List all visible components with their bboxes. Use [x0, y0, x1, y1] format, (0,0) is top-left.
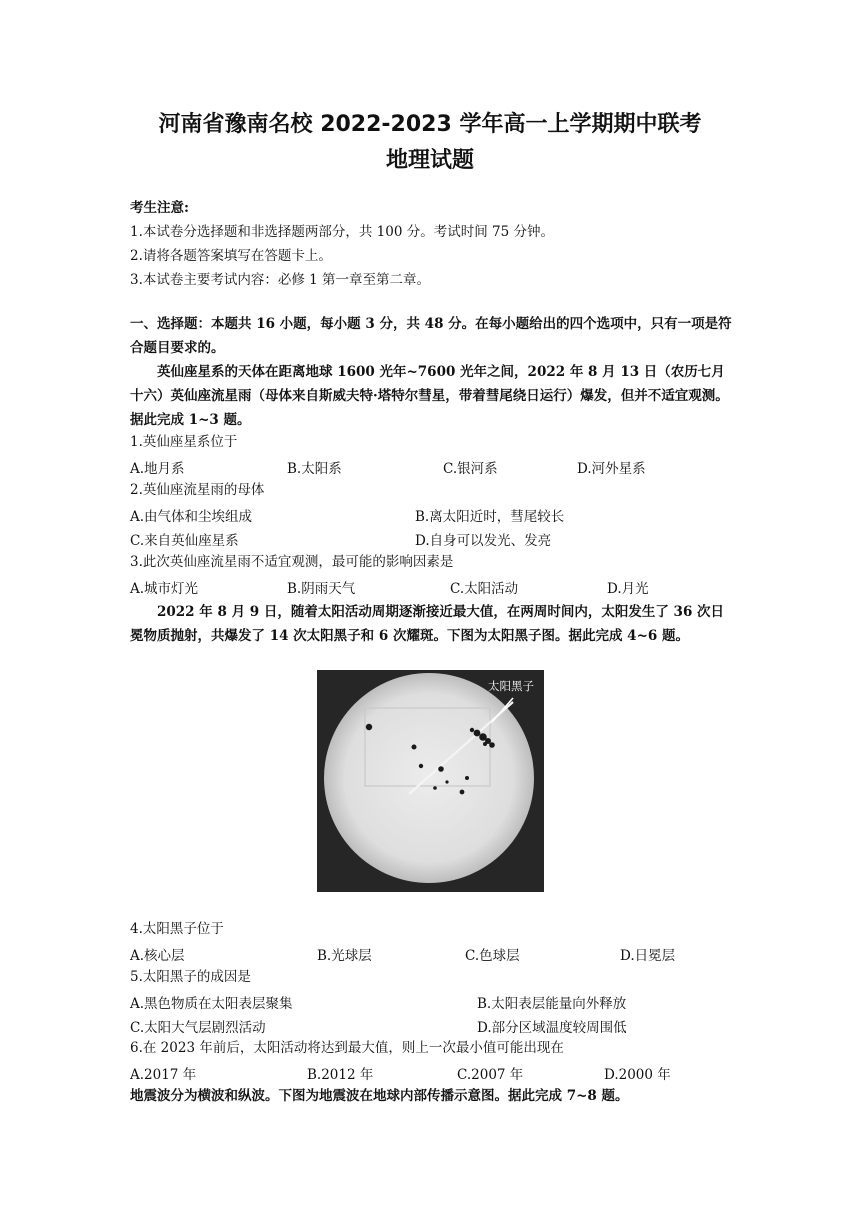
- option: D.自身可以发光、发亮: [415, 533, 552, 549]
- option: A.城市灯光: [130, 581, 199, 597]
- question-1-options: [130, 457, 732, 475]
- question-5-options-row1: [130, 992, 732, 1010]
- option: A.2017 年: [130, 1067, 197, 1083]
- question-2-stem: 2.英仙座流星雨的母体: [130, 482, 265, 498]
- option: B.2012 年: [307, 1067, 374, 1083]
- question-3-options: [130, 577, 732, 595]
- section-heading: 一、选择题：本题共 16 小题，每小题 3 分，共 48 分。在每小题给出的四个选项中，只有一项是符合题目要求的。: [130, 316, 732, 356]
- option: A.黑色物质在太阳表层聚集: [130, 996, 293, 1012]
- question-5-stem: 5.太阳黑子的成因是: [130, 969, 251, 985]
- option: D.河外星系: [577, 461, 646, 477]
- question-3-stem: 3.此次英仙座流星雨不适宜观测，最可能的影响因素是: [130, 554, 454, 570]
- option: D.日冕层: [620, 948, 676, 964]
- notice-item-1: 1.本试卷分选择题和非选择题两部分，共 100 分。考试时间 75 分钟。: [130, 224, 554, 240]
- sunspot-image: [317, 670, 544, 892]
- option: C.来自英仙座星系: [130, 533, 239, 549]
- option: B.太阳表层能量向外释放: [477, 996, 627, 1012]
- question-5-options-row2: [130, 1016, 732, 1034]
- option: D.2000 年: [604, 1067, 671, 1083]
- option: C.银河系: [443, 461, 498, 477]
- passage-2: 2022 年 8 月 9 日，随着太阳活动周期逐渐接近最大值，在两周时间内，太阳发生了 36 次日冕物质抛射，共爆发了 14 次太阳黑子和 6 次耀斑。下图为太阳黑子图。据此完成 4~6 题。: [130, 604, 725, 644]
- sun-disk: [324, 673, 534, 883]
- option: D.部分区域温度较周围低: [477, 1020, 627, 1036]
- exam-subtitle: 地理试题: [385, 148, 474, 173]
- option: B.光球层: [317, 948, 372, 964]
- sunspot-label: 太阳黑子: [488, 679, 534, 693]
- notice-item-3: 3.本试卷主要考试内容：必修 1 第一章至第二章。: [130, 272, 431, 288]
- notice-item-2: 2.请将各题答案填写在答题卡上。: [130, 248, 332, 264]
- notice-heading: 考生注意:: [130, 200, 189, 216]
- question-6-stem: 6.在 2023 年前后，太阳活动将达到最大值，则上一次最小值可能出现在: [130, 1040, 564, 1056]
- sunspot-figure: [317, 670, 544, 892]
- option: C.2007 年: [457, 1067, 524, 1083]
- question-1-stem: 1.英仙座星系位于: [130, 434, 238, 450]
- option: D.月光: [607, 581, 649, 597]
- question-6-options: [130, 1063, 732, 1081]
- option: B.太阳系: [287, 461, 342, 477]
- question-4-stem: 4.太阳黑子位于: [130, 921, 224, 937]
- option: B.离太阳近时，彗尾较长: [415, 509, 565, 525]
- question-4-options: [130, 944, 732, 962]
- option: C.色球层: [465, 948, 520, 964]
- question-2-options-row1: [130, 505, 732, 523]
- passage-1: 英仙座星系的天体在距离地球 1600 光年~7600 光年之间，2022 年 8 月 13 日（农历七月十六）英仙座流星雨（母体来自斯威夫特·塔特尔彗星，带着彗尾绕日运行）爆发，但并不适宜观测。据此完成 1~3 题。: [130, 364, 729, 428]
- question-2-options-row2: [130, 529, 732, 547]
- option: A.由气体和尘埃组成: [130, 509, 253, 525]
- exam-title: 河南省豫南名校 2022-2023 学年高一上学期期中联考: [158, 112, 702, 137]
- passage-3: 地震波分为横波和纵波。下图为地震波在地球内部传播示意图。据此完成 7~8 题。: [130, 1088, 629, 1104]
- option: A.地月系: [130, 461, 185, 477]
- option: A.核心层: [130, 948, 185, 964]
- option: C.太阳大气层剧烈活动: [130, 1020, 266, 1036]
- option: B.阴雨天气: [287, 581, 356, 597]
- option: C.太阳活动: [450, 581, 519, 597]
